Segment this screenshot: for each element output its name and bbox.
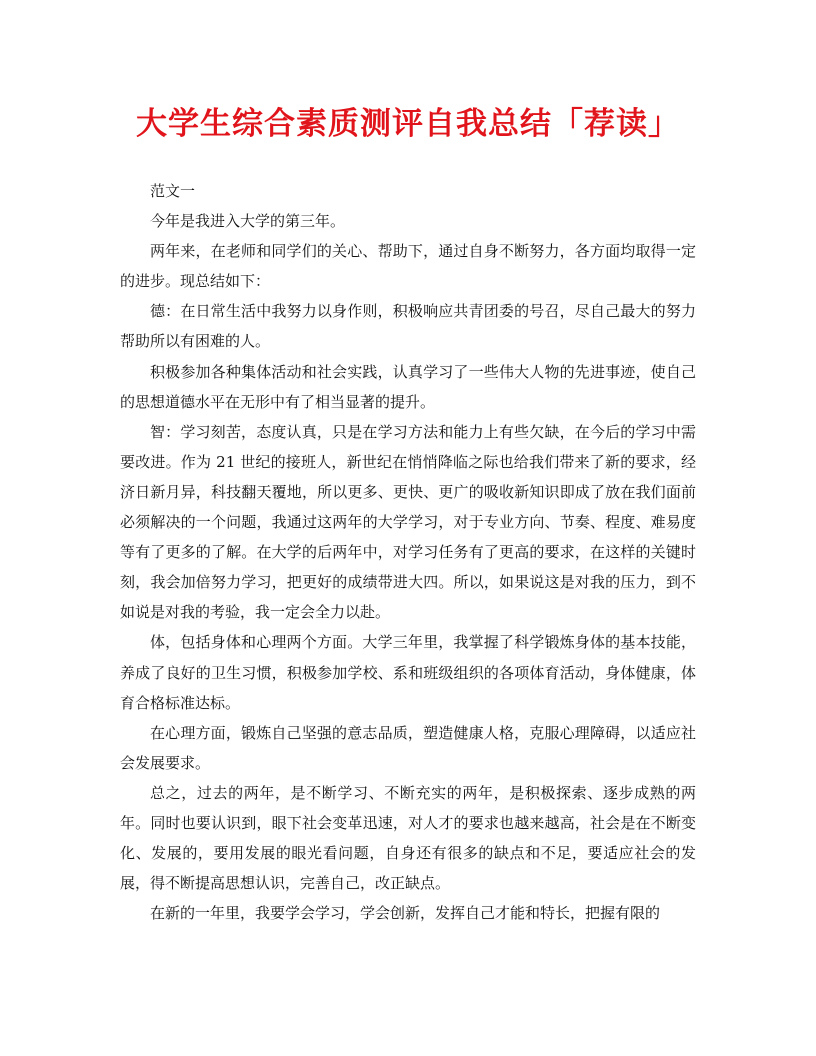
- body-paragraph: 总之，过去的两年，是不断学习、不断充实的两年，是积极探索、逐步成熟的两年。同时也要认识到，眼下社会变革迅速，对人才的要求也越来越高，社会是在不断变化、发展的，要用发展的眼光看问题，自身还有很多的缺点和不足，要适应社会的发展，得不断提高思想认识，完善自己，改正缺点。: [120, 783, 696, 893]
- body-paragraph: 德：在日常生活中我努力以身作则，积极响应共青团委的号召，尽自己最大的努力帮助所以有困难的人。: [120, 302, 696, 351]
- document-body: [120, 176, 696, 928]
- body-paragraph: 在新的一年里，我要学会学习，学会创新，发挥自己才能和特长，把握有限的: [150, 904, 661, 923]
- document-title: 大学生综合素质测评自我总结「荐读」: [136, 106, 680, 142]
- body-paragraph: 智：学习刻苦，态度认真，只是在学习方法和能力上有些欠缺，在今后的学习中需要改进。作为 21 世纪的接班人，新世纪在悄悄降临之际也给我们带来了新的要求，经济日新月异，科技翻天覆地，所以更多、更快、更广的吸收新知识即成了放在我们面前必须解决的一个问题，我通过这两年的大学学习，对于专业方向、节奏、程度、难易度等有了更多的了解。在大学的后两年中，对学习任务有了更高的要求，在这样的关键时刻，我会加倍努力学习，把更好的成绩带进大四。所以，如果说这是对我的压力，到不如说是对我的考验，我一定会全力以赴。: [120, 422, 696, 622]
- body-paragraph: 今年是我进入大学的第三年。: [150, 212, 346, 231]
- body-paragraph: 在心理方面，锻炼自己坚强的意志品质，塑造健康人格，克服心理障碍，以适应社会发展要求。: [120, 723, 696, 772]
- body-paragraph: 积极参加各种集体活动和社会实践，认真学习了一些伟大人物的先进事迹，使自己的思想道德水平在无形中有了相当显著的提升。: [120, 362, 696, 411]
- body-paragraph: 两年来，在老师和同学们的关心、帮助下，通过自身不断努力，各方面均取得一定的进步。现总结如下：: [120, 242, 696, 291]
- body-paragraph: 体，包括身体和心理两个方面。大学三年里，我掌握了科学锻炼身体的基本技能，养成了良好的卫生习惯，积极参加学校、系和班级组织的各项体育活动，身体健康，体育合格标准达标。: [120, 633, 696, 712]
- section-label: 范文一: [150, 182, 196, 200]
